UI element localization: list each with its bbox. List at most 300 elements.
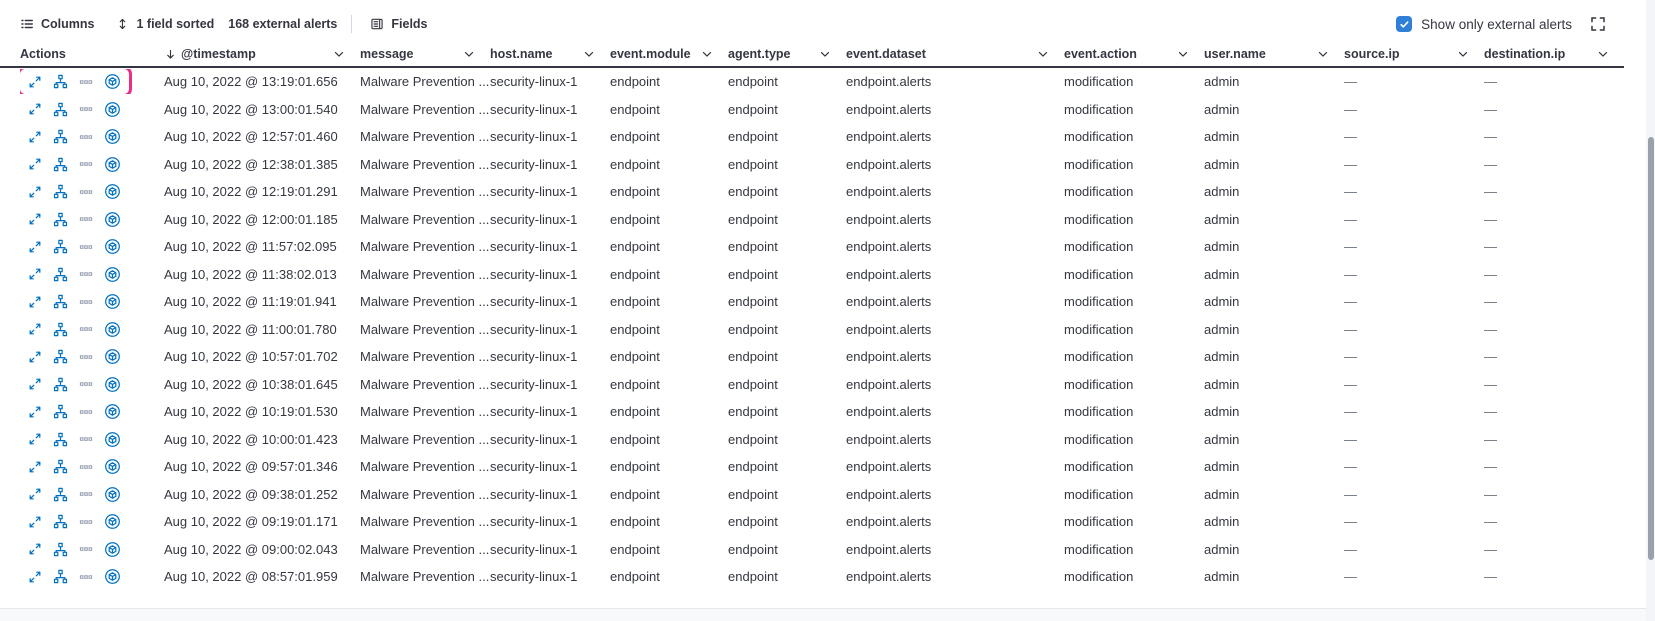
timestamp-cell: Aug 10, 2022 @ 09:00:02.043 xyxy=(164,541,338,557)
expand-icon xyxy=(28,570,42,584)
more-actions-button[interactable] xyxy=(79,157,93,171)
more-actions-button[interactable] xyxy=(79,405,93,419)
package-circle-icon xyxy=(104,376,121,393)
user-name-cell: admin xyxy=(1204,404,1240,420)
column-header-event-action[interactable] xyxy=(1064,47,1204,61)
more-actions-dots-icon xyxy=(79,75,93,89)
expand-event-button[interactable] xyxy=(28,570,42,584)
more-actions-button[interactable] xyxy=(79,432,93,446)
event-module-cell: endpoint xyxy=(610,101,660,117)
user-name-cell: admin xyxy=(1204,184,1240,200)
table-row xyxy=(0,288,1624,316)
agent-type-cell: endpoint xyxy=(728,239,778,255)
table-row xyxy=(0,536,1624,564)
expand-event-button[interactable] xyxy=(28,295,42,309)
column-header-label: event.action xyxy=(1064,47,1137,61)
event-module-cell: endpoint xyxy=(610,74,660,90)
analyze-event-tree-icon xyxy=(53,322,68,337)
more-actions-dots-icon xyxy=(79,240,93,254)
source-ip-cell: — xyxy=(1344,486,1357,502)
event-package-button[interactable] xyxy=(104,73,121,90)
analyze-event-button[interactable] xyxy=(53,102,68,117)
event-package-button[interactable] xyxy=(104,238,121,255)
chevron-down-icon[interactable] xyxy=(818,47,832,61)
fullscreen-button[interactable] xyxy=(1587,13,1609,35)
agent-type-cell: endpoint xyxy=(728,431,778,447)
chevron-down-icon[interactable] xyxy=(1316,47,1330,61)
event-dataset-cell: endpoint.alerts xyxy=(846,321,932,337)
timestamp-cell: Aug 10, 2022 @ 11:57:02.095 xyxy=(164,239,337,255)
analyze-event-tree-icon xyxy=(53,377,68,392)
expand-event-button[interactable] xyxy=(28,432,42,446)
row-actions-cell xyxy=(20,234,164,259)
source-ip-cell: — xyxy=(1344,239,1357,255)
more-actions-button[interactable] xyxy=(79,515,93,529)
more-actions-dots-icon xyxy=(79,432,93,446)
event-module-cell: endpoint xyxy=(610,294,660,310)
chevron-down-icon[interactable] xyxy=(332,47,346,61)
user-name-cell: admin xyxy=(1204,266,1240,282)
event-action-cell: modification xyxy=(1064,514,1134,530)
events-table xyxy=(0,42,1624,591)
column-header-message[interactable] xyxy=(360,47,490,61)
expand-icon xyxy=(28,460,42,474)
chevron-down-icon[interactable] xyxy=(1596,47,1610,61)
row-actions-cell xyxy=(20,179,164,204)
show-only-external-alerts-label[interactable]: Show only external alerts xyxy=(1421,16,1572,32)
event-dataset-cell: endpoint.alerts xyxy=(846,74,932,90)
column-header-event-dataset[interactable] xyxy=(846,47,1064,61)
column-header-host-name[interactable] xyxy=(490,47,610,61)
destination-ip-cell: — xyxy=(1484,431,1497,447)
row-actions-cell xyxy=(20,482,164,507)
analyze-event-button[interactable] xyxy=(53,404,68,419)
message-cell: Malware Prevention ... xyxy=(360,129,490,145)
event-module-cell: endpoint xyxy=(610,431,660,447)
event-module-cell: endpoint xyxy=(610,459,660,475)
event-package-button[interactable] xyxy=(104,568,121,585)
package-circle-icon xyxy=(104,128,121,145)
event-action-cell: modification xyxy=(1064,459,1134,475)
host-name-cell: security-linux-1 xyxy=(490,74,578,90)
event-action-cell: modification xyxy=(1064,541,1134,557)
table-row xyxy=(0,371,1624,399)
chevron-down-icon[interactable] xyxy=(1176,47,1190,61)
destination-ip-cell: — xyxy=(1484,101,1497,117)
analyze-event-button[interactable] xyxy=(53,294,68,309)
more-actions-button[interactable] xyxy=(79,322,93,336)
expand-icon xyxy=(28,212,42,226)
more-actions-dots-icon xyxy=(79,377,93,391)
host-name-cell: security-linux-1 xyxy=(490,211,578,227)
expand-icon xyxy=(28,542,42,556)
analyze-event-tree-icon xyxy=(53,212,68,227)
agent-type-cell: endpoint xyxy=(728,101,778,117)
row-actions-group xyxy=(20,124,129,149)
message-cell: Malware Prevention ... xyxy=(360,514,490,530)
source-ip-cell: — xyxy=(1344,321,1357,337)
chevron-down-icon[interactable] xyxy=(1036,47,1050,61)
destination-ip-cell: — xyxy=(1484,459,1497,475)
message-cell: Malware Prevention ... xyxy=(360,184,490,200)
event-package-button[interactable] xyxy=(104,293,121,310)
destination-ip-cell: — xyxy=(1484,376,1497,392)
more-actions-button[interactable] xyxy=(79,460,93,474)
destination-ip-cell: — xyxy=(1484,266,1497,282)
more-actions-dots-icon xyxy=(79,130,93,144)
vertical-scrollbar-thumb[interactable] xyxy=(1648,137,1654,560)
user-name-cell: admin xyxy=(1204,486,1240,502)
message-cell: Malware Prevention ... xyxy=(360,431,490,447)
timestamp-cell: Aug 10, 2022 @ 11:19:01.941 xyxy=(164,294,337,310)
analyze-event-button[interactable] xyxy=(53,322,68,337)
timestamp-cell: Aug 10, 2022 @ 11:38:02.013 xyxy=(164,266,337,282)
event-package-button[interactable] xyxy=(104,101,121,118)
message-cell: Malware Prevention ... xyxy=(360,376,490,392)
more-actions-button[interactable] xyxy=(79,102,93,116)
package-circle-icon xyxy=(104,183,121,200)
destination-ip-cell: — xyxy=(1484,129,1497,145)
analyze-event-button[interactable] xyxy=(53,487,68,502)
package-circle-icon xyxy=(104,156,121,173)
agent-type-cell: endpoint xyxy=(728,376,778,392)
event-module-cell: endpoint xyxy=(610,376,660,392)
table-row xyxy=(0,426,1624,454)
fields-button[interactable] xyxy=(364,13,433,35)
event-dataset-cell: endpoint.alerts xyxy=(846,349,932,365)
event-action-cell: modification xyxy=(1064,129,1134,145)
analyze-event-button[interactable] xyxy=(53,569,68,584)
timestamp-cell: Aug 10, 2022 @ 11:00:01.780 xyxy=(164,321,337,337)
more-actions-dots-icon xyxy=(79,542,93,556)
expand-icon xyxy=(28,295,42,309)
more-actions-button[interactable] xyxy=(79,295,93,309)
destination-ip-cell: — xyxy=(1484,184,1497,200)
user-name-cell: admin xyxy=(1204,431,1240,447)
event-module-cell: endpoint xyxy=(610,129,660,145)
expand-event-button[interactable] xyxy=(28,542,42,556)
row-actions-cell xyxy=(20,454,164,479)
table-row xyxy=(0,206,1624,234)
message-cell: Malware Prevention ... xyxy=(360,321,490,337)
table-row xyxy=(0,563,1624,591)
chevron-down-icon[interactable] xyxy=(700,47,714,61)
event-package-button[interactable] xyxy=(104,376,121,393)
expand-event-button[interactable] xyxy=(28,487,42,501)
event-package-button[interactable] xyxy=(104,348,121,365)
more-actions-button[interactable] xyxy=(79,212,93,226)
analyze-event-button[interactable] xyxy=(53,212,68,227)
event-package-button[interactable] xyxy=(104,431,121,448)
analyze-event-button[interactable] xyxy=(53,432,68,447)
analyze-event-button[interactable] xyxy=(53,184,68,199)
event-package-button[interactable] xyxy=(104,156,121,173)
row-actions-cell xyxy=(20,69,164,94)
column-header-timestamp[interactable] xyxy=(164,47,360,61)
timestamp-cell: Aug 10, 2022 @ 09:38:01.252 xyxy=(164,486,338,502)
show-only-external-alerts-checkbox[interactable] xyxy=(1396,16,1412,32)
source-ip-cell: — xyxy=(1344,294,1357,310)
analyze-event-button[interactable] xyxy=(53,377,68,392)
package-circle-icon xyxy=(104,293,121,310)
expand-icon xyxy=(28,322,42,336)
analyze-event-tree-icon xyxy=(53,542,68,557)
column-header-event-module[interactable] xyxy=(610,47,728,61)
table-row xyxy=(0,343,1624,371)
analyze-event-button[interactable] xyxy=(53,542,68,557)
more-actions-dots-icon xyxy=(79,185,93,199)
host-name-cell: security-linux-1 xyxy=(490,156,578,172)
destination-ip-cell: — xyxy=(1484,321,1497,337)
source-ip-cell: — xyxy=(1344,184,1357,200)
more-actions-dots-icon xyxy=(79,487,93,501)
source-ip-cell: — xyxy=(1344,569,1357,585)
table-row xyxy=(0,68,1624,96)
event-action-cell: modification xyxy=(1064,569,1134,585)
user-name-cell: admin xyxy=(1204,459,1240,475)
columns-list-icon xyxy=(20,17,34,31)
column-header-label: Actions xyxy=(20,47,66,61)
expand-event-button[interactable] xyxy=(28,130,42,144)
column-header-agent-type[interactable] xyxy=(728,47,846,61)
event-action-cell: modification xyxy=(1064,156,1134,172)
event-module-cell: endpoint xyxy=(610,184,660,200)
column-header-label: source.ip xyxy=(1344,47,1400,61)
row-actions-group xyxy=(20,317,129,342)
event-package-button[interactable] xyxy=(104,541,121,558)
column-header-label: host.name xyxy=(490,47,553,61)
table-row xyxy=(0,96,1624,124)
host-name-cell: security-linux-1 xyxy=(490,349,578,365)
user-name-cell: admin xyxy=(1204,74,1240,90)
event-action-cell: modification xyxy=(1064,376,1134,392)
destination-ip-cell: — xyxy=(1484,294,1497,310)
source-ip-cell: — xyxy=(1344,431,1357,447)
analyze-event-tree-icon xyxy=(53,569,68,584)
destination-ip-cell: — xyxy=(1484,239,1497,255)
event-module-cell: endpoint xyxy=(610,266,660,282)
event-module-cell: endpoint xyxy=(610,321,660,337)
column-header-destination-ip[interactable] xyxy=(1484,47,1624,61)
more-actions-button[interactable] xyxy=(79,185,93,199)
event-package-button[interactable] xyxy=(104,403,121,420)
analyze-event-tree-icon xyxy=(53,129,68,144)
expand-event-button[interactable] xyxy=(28,405,42,419)
package-circle-icon xyxy=(104,101,121,118)
row-actions-group xyxy=(20,509,129,534)
analyze-event-button[interactable] xyxy=(53,129,68,144)
row-actions-group xyxy=(20,537,129,562)
user-name-cell: admin xyxy=(1204,211,1240,227)
timestamp-cell: Aug 10, 2022 @ 08:57:01.959 xyxy=(164,569,338,585)
package-circle-icon xyxy=(104,266,121,283)
more-actions-button[interactable] xyxy=(79,75,93,89)
message-cell: Malware Prevention ... xyxy=(360,541,490,557)
more-actions-dots-icon xyxy=(79,102,93,116)
expand-icon xyxy=(28,157,42,171)
row-actions-group xyxy=(20,97,129,122)
source-ip-cell: — xyxy=(1344,404,1357,420)
analyze-event-button[interactable] xyxy=(53,349,68,364)
message-cell: Malware Prevention ... xyxy=(360,349,490,365)
timestamp-cell: Aug 10, 2022 @ 12:00:01.185 xyxy=(164,211,338,227)
host-name-cell: security-linux-1 xyxy=(490,129,578,145)
host-name-cell: security-linux-1 xyxy=(490,294,578,310)
event-package-button[interactable] xyxy=(104,211,121,228)
agent-type-cell: endpoint xyxy=(728,569,778,585)
event-dataset-cell: endpoint.alerts xyxy=(846,266,932,282)
event-dataset-cell: endpoint.alerts xyxy=(846,431,932,447)
expand-event-button[interactable] xyxy=(28,322,42,336)
user-name-cell: admin xyxy=(1204,376,1240,392)
analyze-event-button[interactable] xyxy=(53,267,68,282)
host-name-cell: security-linux-1 xyxy=(490,101,578,117)
column-header-source-ip[interactable] xyxy=(1344,47,1484,61)
chevron-down-icon[interactable] xyxy=(582,47,596,61)
chevron-down-icon[interactable] xyxy=(1456,47,1470,61)
column-header-user-name[interactable] xyxy=(1204,47,1344,61)
agent-type-cell: endpoint xyxy=(728,294,778,310)
more-actions-button[interactable] xyxy=(79,240,93,254)
timestamp-cell: Aug 10, 2022 @ 13:19:01.656 xyxy=(164,74,338,90)
analyze-event-tree-icon xyxy=(53,267,68,282)
agent-type-cell: endpoint xyxy=(728,156,778,172)
event-package-button[interactable] xyxy=(104,183,121,200)
agent-type-cell: endpoint xyxy=(728,486,778,502)
expand-event-button[interactable] xyxy=(28,240,42,254)
user-name-cell: admin xyxy=(1204,514,1240,530)
agent-type-cell: endpoint xyxy=(728,184,778,200)
expand-event-button[interactable] xyxy=(28,377,42,391)
expand-icon xyxy=(28,377,42,391)
source-ip-cell: — xyxy=(1344,541,1357,557)
chevron-down-icon[interactable] xyxy=(462,47,476,61)
package-circle-icon xyxy=(104,238,121,255)
package-circle-icon xyxy=(104,403,121,420)
host-name-cell: security-linux-1 xyxy=(490,321,578,337)
event-dataset-cell: endpoint.alerts xyxy=(846,294,932,310)
user-name-cell: admin xyxy=(1204,569,1240,585)
row-actions-group xyxy=(20,454,129,479)
timestamp-cell: Aug 10, 2022 @ 09:57:01.346 xyxy=(164,459,338,475)
analyze-event-tree-icon xyxy=(53,294,68,309)
analyze-event-button[interactable] xyxy=(53,157,68,172)
event-dataset-cell: endpoint.alerts xyxy=(846,129,932,145)
expand-event-button[interactable] xyxy=(28,75,42,89)
event-package-button[interactable] xyxy=(104,321,121,338)
table-row xyxy=(0,481,1624,509)
package-circle-icon xyxy=(104,513,121,530)
event-dataset-cell: endpoint.alerts xyxy=(846,101,932,117)
source-ip-cell: — xyxy=(1344,514,1357,530)
expand-icon xyxy=(28,487,42,501)
sort-desc-icon xyxy=(164,48,177,61)
more-actions-button[interactable] xyxy=(79,130,93,144)
event-action-cell: modification xyxy=(1064,101,1134,117)
host-name-cell: security-linux-1 xyxy=(490,266,578,282)
event-action-cell: modification xyxy=(1064,184,1134,200)
event-package-button[interactable] xyxy=(104,513,121,530)
expand-event-button[interactable] xyxy=(28,212,42,226)
event-module-cell: endpoint xyxy=(610,541,660,557)
package-circle-icon xyxy=(104,348,121,365)
package-circle-icon xyxy=(104,458,121,475)
agent-type-cell: endpoint xyxy=(728,404,778,420)
host-name-cell: security-linux-1 xyxy=(490,404,578,420)
timestamp-cell: Aug 10, 2022 @ 12:19:01.291 xyxy=(164,184,338,200)
more-actions-button[interactable] xyxy=(79,350,93,364)
destination-ip-cell: — xyxy=(1484,569,1497,585)
analyze-event-button[interactable] xyxy=(53,74,68,89)
analyze-event-tree-icon xyxy=(53,239,68,254)
host-name-cell: security-linux-1 xyxy=(490,431,578,447)
more-actions-button[interactable] xyxy=(79,542,93,556)
message-cell: Malware Prevention ... xyxy=(360,404,490,420)
user-name-cell: admin xyxy=(1204,101,1240,117)
analyze-event-button[interactable] xyxy=(53,459,68,474)
columns-button[interactable] xyxy=(14,13,100,35)
expand-event-button[interactable] xyxy=(28,267,42,281)
more-actions-button[interactable] xyxy=(79,487,93,501)
event-dataset-cell: endpoint.alerts xyxy=(846,376,932,392)
more-actions-button[interactable] xyxy=(79,570,93,584)
user-name-cell: admin xyxy=(1204,294,1240,310)
event-package-button[interactable] xyxy=(104,128,121,145)
row-actions-cell xyxy=(20,344,164,369)
agent-type-cell: endpoint xyxy=(728,321,778,337)
event-package-button[interactable] xyxy=(104,458,121,475)
agent-type-cell: endpoint xyxy=(728,514,778,530)
host-name-cell: security-linux-1 xyxy=(490,541,578,557)
column-header-label: event.module xyxy=(610,47,691,61)
analyze-event-button[interactable] xyxy=(53,514,68,529)
event-package-button[interactable] xyxy=(104,266,121,283)
source-ip-cell: — xyxy=(1344,211,1357,227)
row-actions-cell xyxy=(20,124,164,149)
analyze-event-button[interactable] xyxy=(53,239,68,254)
row-actions-group xyxy=(20,427,129,452)
source-ip-cell: — xyxy=(1344,349,1357,365)
row-actions-cell xyxy=(20,152,164,177)
event-action-cell: modification xyxy=(1064,404,1134,420)
event-dataset-cell: endpoint.alerts xyxy=(846,184,932,200)
expand-event-button[interactable] xyxy=(28,102,42,116)
expand-event-button[interactable] xyxy=(28,157,42,171)
message-cell: Malware Prevention ... xyxy=(360,266,490,282)
user-name-cell: admin xyxy=(1204,156,1240,172)
sorted-fields-button[interactable] xyxy=(110,13,220,35)
host-name-cell: security-linux-1 xyxy=(490,514,578,530)
row-actions-cell xyxy=(20,207,164,232)
expand-event-button[interactable] xyxy=(28,460,42,474)
user-name-cell: admin xyxy=(1204,349,1240,365)
more-actions-button[interactable] xyxy=(79,267,93,281)
expand-event-button[interactable] xyxy=(28,350,42,364)
timestamp-cell: Aug 10, 2022 @ 13:00:01.540 xyxy=(164,101,338,117)
destination-ip-cell: — xyxy=(1484,541,1497,557)
analyze-event-tree-icon xyxy=(53,514,68,529)
column-header-label: event.dataset xyxy=(846,47,926,61)
expand-event-button[interactable] xyxy=(28,185,42,199)
source-ip-cell: — xyxy=(1344,376,1357,392)
more-actions-button[interactable] xyxy=(79,377,93,391)
expand-event-button[interactable] xyxy=(28,515,42,529)
table-row xyxy=(0,508,1624,536)
expand-icon xyxy=(28,130,42,144)
event-action-cell: modification xyxy=(1064,266,1134,282)
external-alerts-count: 168 external alerts xyxy=(228,17,338,31)
event-package-button[interactable] xyxy=(104,486,121,503)
